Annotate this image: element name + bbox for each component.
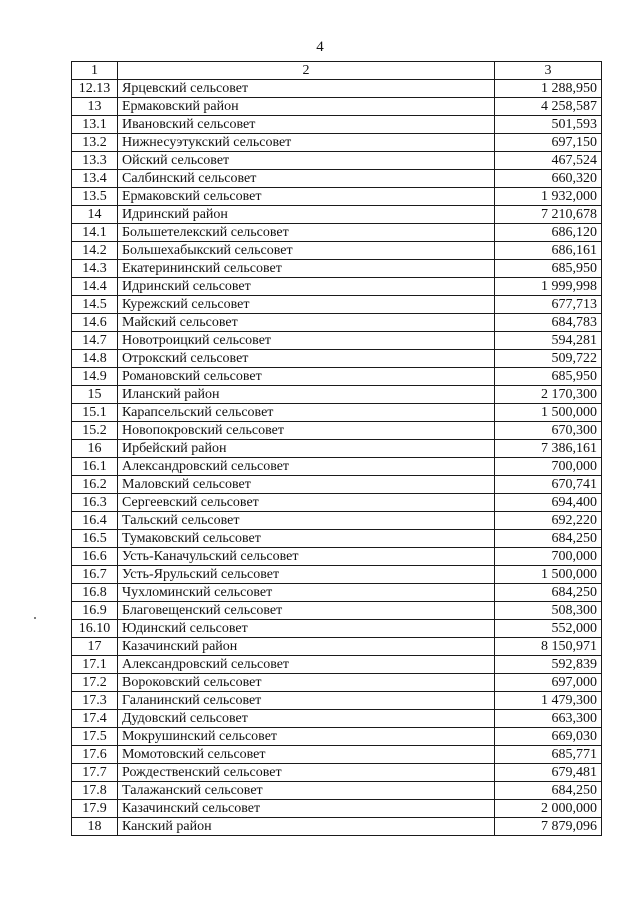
row-name-cell: Большетелекский сельсовет — [118, 224, 495, 242]
row-name-cell: Александровский сельсовет — [118, 458, 495, 476]
table-row — [72, 116, 602, 134]
table-row — [72, 350, 602, 368]
row-name-cell: Новопокровский сельсовет — [118, 422, 495, 440]
table-row — [72, 800, 602, 818]
row-number-cell: 14.1 — [72, 224, 118, 242]
row-name-cell: Канский район — [118, 818, 495, 836]
row-number-cell: 16 — [72, 440, 118, 458]
allocation-table — [71, 61, 602, 836]
row-value-cell: 670,741 — [495, 476, 602, 494]
row-value-cell: 686,120 — [495, 224, 602, 242]
row-number-cell: 13.4 — [72, 170, 118, 188]
row-name-cell: Идринский сельсовет — [118, 278, 495, 296]
row-value-cell: 1 500,000 — [495, 566, 602, 584]
row-number-cell: 16.2 — [72, 476, 118, 494]
row-number-cell: 12.13 — [72, 80, 118, 98]
row-number-cell: 14 — [72, 206, 118, 224]
row-name-cell: Салбинский сельсовет — [118, 170, 495, 188]
row-value-cell: 501,593 — [495, 116, 602, 134]
row-value-cell: 508,300 — [495, 602, 602, 620]
table-row — [72, 80, 602, 98]
row-name-cell: Ирбейский район — [118, 440, 495, 458]
row-name-cell: Дудовский сельсовет — [118, 710, 495, 728]
row-value-cell: 670,300 — [495, 422, 602, 440]
table-row — [72, 494, 602, 512]
table-row — [72, 620, 602, 638]
table-row — [72, 206, 602, 224]
row-number-cell: 17.5 — [72, 728, 118, 746]
row-value-cell: 8 150,971 — [495, 638, 602, 656]
row-number-cell: 17.7 — [72, 764, 118, 782]
table-row — [72, 818, 602, 836]
row-value-cell: 697,000 — [495, 674, 602, 692]
row-number-cell: 17.9 — [72, 800, 118, 818]
table-row — [72, 476, 602, 494]
row-name-cell: Галанинский сельсовет — [118, 692, 495, 710]
row-number-cell: 17 — [72, 638, 118, 656]
row-value-cell: 686,161 — [495, 242, 602, 260]
row-number-cell: 14.8 — [72, 350, 118, 368]
row-name-cell: Чухломинский сельсовет — [118, 584, 495, 602]
table-row — [72, 98, 602, 116]
row-name-cell: Благовещенский сельсовет — [118, 602, 495, 620]
row-name-cell: Юдинский сельсовет — [118, 620, 495, 638]
table-row — [72, 188, 602, 206]
row-name-cell: Казачинский сельсовет — [118, 800, 495, 818]
column-header-number: 1 — [72, 62, 118, 80]
row-name-cell: Момотовский сельсовет — [118, 746, 495, 764]
table-row — [72, 332, 602, 350]
row-name-cell: Усть-Ярульский сельсовет — [118, 566, 495, 584]
row-name-cell: Большехабыкский сельсовет — [118, 242, 495, 260]
row-number-cell: 14.4 — [72, 278, 118, 296]
column-header-value: 3 — [495, 62, 602, 80]
row-number-cell: 14.9 — [72, 368, 118, 386]
page-number: 4 — [316, 39, 324, 55]
row-value-cell: 692,220 — [495, 512, 602, 530]
row-value-cell: 677,713 — [495, 296, 602, 314]
table-row — [72, 152, 602, 170]
table-row — [72, 602, 602, 620]
row-number-cell: 13.2 — [72, 134, 118, 152]
row-name-cell: Мокрушинский сельсовет — [118, 728, 495, 746]
table-row — [72, 746, 602, 764]
table-row — [72, 458, 602, 476]
row-number-cell: 17.4 — [72, 710, 118, 728]
row-number-cell: 18 — [72, 818, 118, 836]
row-name-cell: Тальский сельсовет — [118, 512, 495, 530]
table-row — [72, 242, 602, 260]
row-value-cell: 684,250 — [495, 530, 602, 548]
row-name-cell: Тумаковский сельсовет — [118, 530, 495, 548]
row-name-cell: Ярцевский сельсовет — [118, 80, 495, 98]
row-value-cell: 684,250 — [495, 782, 602, 800]
row-value-cell: 7 210,678 — [495, 206, 602, 224]
row-name-cell: Новотроицкий сельсовет — [118, 332, 495, 350]
row-value-cell: 660,320 — [495, 170, 602, 188]
row-value-cell: 1 500,000 — [495, 404, 602, 422]
table-row — [72, 314, 602, 332]
table-row — [72, 368, 602, 386]
row-number-cell: 13 — [72, 98, 118, 116]
row-number-cell: 16.6 — [72, 548, 118, 566]
table-body — [72, 62, 602, 836]
row-name-cell: Ермаковский сельсовет — [118, 188, 495, 206]
table-row — [72, 764, 602, 782]
row-name-cell: Рождественский сельсовет — [118, 764, 495, 782]
row-number-cell: 17.1 — [72, 656, 118, 674]
row-number-cell: 14.6 — [72, 314, 118, 332]
row-name-cell: Ермаковский район — [118, 98, 495, 116]
row-number-cell: 16.8 — [72, 584, 118, 602]
row-value-cell: 685,950 — [495, 260, 602, 278]
row-value-cell: 509,722 — [495, 350, 602, 368]
row-name-cell: Александровский сельсовет — [118, 656, 495, 674]
scan-speck — [34, 617, 36, 619]
row-value-cell: 663,300 — [495, 710, 602, 728]
row-value-cell: 684,783 — [495, 314, 602, 332]
table-row — [72, 728, 602, 746]
table-row — [72, 638, 602, 656]
row-name-cell: Отрокский сельсовет — [118, 350, 495, 368]
table-row — [72, 134, 602, 152]
row-name-cell: Ойский сельсовет — [118, 152, 495, 170]
row-name-cell: Казачинский район — [118, 638, 495, 656]
row-value-cell: 1 932,000 — [495, 188, 602, 206]
table-row — [72, 656, 602, 674]
row-value-cell: 1 999,998 — [495, 278, 602, 296]
table-row — [72, 296, 602, 314]
table-row — [72, 710, 602, 728]
row-name-cell: Талажанский сельсовет — [118, 782, 495, 800]
row-value-cell: 700,000 — [495, 458, 602, 476]
row-number-cell: 15.2 — [72, 422, 118, 440]
row-value-cell: 592,839 — [495, 656, 602, 674]
row-number-cell: 16.9 — [72, 602, 118, 620]
row-number-cell: 14.3 — [72, 260, 118, 278]
row-value-cell: 7 386,161 — [495, 440, 602, 458]
row-name-cell: Идринский район — [118, 206, 495, 224]
row-number-cell: 14.7 — [72, 332, 118, 350]
row-value-cell: 2 170,300 — [495, 386, 602, 404]
row-name-cell: Вороковский сельсовет — [118, 674, 495, 692]
table-row — [72, 224, 602, 242]
table-row — [72, 440, 602, 458]
row-name-cell: Карапсельский сельсовет — [118, 404, 495, 422]
row-name-cell: Екатерининский сельсовет — [118, 260, 495, 278]
row-value-cell: 697,150 — [495, 134, 602, 152]
row-number-cell: 17.6 — [72, 746, 118, 764]
row-value-cell: 594,281 — [495, 332, 602, 350]
table-row — [72, 692, 602, 710]
row-value-cell: 1 288,950 — [495, 80, 602, 98]
row-value-cell: 684,250 — [495, 584, 602, 602]
row-value-cell: 700,000 — [495, 548, 602, 566]
row-number-cell: 16.3 — [72, 494, 118, 512]
table-row — [72, 674, 602, 692]
row-number-cell: 13.1 — [72, 116, 118, 134]
table-row — [72, 548, 602, 566]
table-row — [72, 170, 602, 188]
row-number-cell: 17.3 — [72, 692, 118, 710]
row-value-cell: 1 479,300 — [495, 692, 602, 710]
row-name-cell: Маловский сельсовет — [118, 476, 495, 494]
table-row — [72, 530, 602, 548]
row-value-cell: 694,400 — [495, 494, 602, 512]
row-value-cell: 4 258,587 — [495, 98, 602, 116]
row-value-cell: 7 879,096 — [495, 818, 602, 836]
row-number-cell: 14.2 — [72, 242, 118, 260]
row-number-cell: 13.5 — [72, 188, 118, 206]
row-value-cell: 467,524 — [495, 152, 602, 170]
table-row — [72, 566, 602, 584]
table-row — [72, 512, 602, 530]
row-name-cell: Курежский сельсовет — [118, 296, 495, 314]
row-value-cell: 679,481 — [495, 764, 602, 782]
table-row — [72, 584, 602, 602]
column-header-name: 2 — [118, 62, 495, 80]
row-number-cell: 17.8 — [72, 782, 118, 800]
row-name-cell: Нижнесуэтукский сельсовет — [118, 134, 495, 152]
table-row — [72, 260, 602, 278]
table-row — [72, 278, 602, 296]
row-name-cell: Усть-Каначульский сельсовет — [118, 548, 495, 566]
row-number-cell: 15.1 — [72, 404, 118, 422]
row-value-cell: 685,950 — [495, 368, 602, 386]
header-row — [72, 62, 602, 80]
row-value-cell: 669,030 — [495, 728, 602, 746]
row-name-cell: Ивановский сельсовет — [118, 116, 495, 134]
row-number-cell: 16.5 — [72, 530, 118, 548]
row-name-cell: Майский сельсовет — [118, 314, 495, 332]
table-row — [72, 782, 602, 800]
row-name-cell: Романовский сельсовет — [118, 368, 495, 386]
row-number-cell: 15 — [72, 386, 118, 404]
row-value-cell: 685,771 — [495, 746, 602, 764]
row-number-cell: 16.4 — [72, 512, 118, 530]
row-number-cell: 16.7 — [72, 566, 118, 584]
table-row — [72, 386, 602, 404]
row-number-cell: 14.5 — [72, 296, 118, 314]
row-number-cell: 13.3 — [72, 152, 118, 170]
row-value-cell: 552,000 — [495, 620, 602, 638]
row-value-cell: 2 000,000 — [495, 800, 602, 818]
row-name-cell: Сергеевский сельсовет — [118, 494, 495, 512]
row-number-cell: 16.10 — [72, 620, 118, 638]
row-number-cell: 16.1 — [72, 458, 118, 476]
row-name-cell: Иланский район — [118, 386, 495, 404]
table-row — [72, 422, 602, 440]
table-row — [72, 404, 602, 422]
row-number-cell: 17.2 — [72, 674, 118, 692]
